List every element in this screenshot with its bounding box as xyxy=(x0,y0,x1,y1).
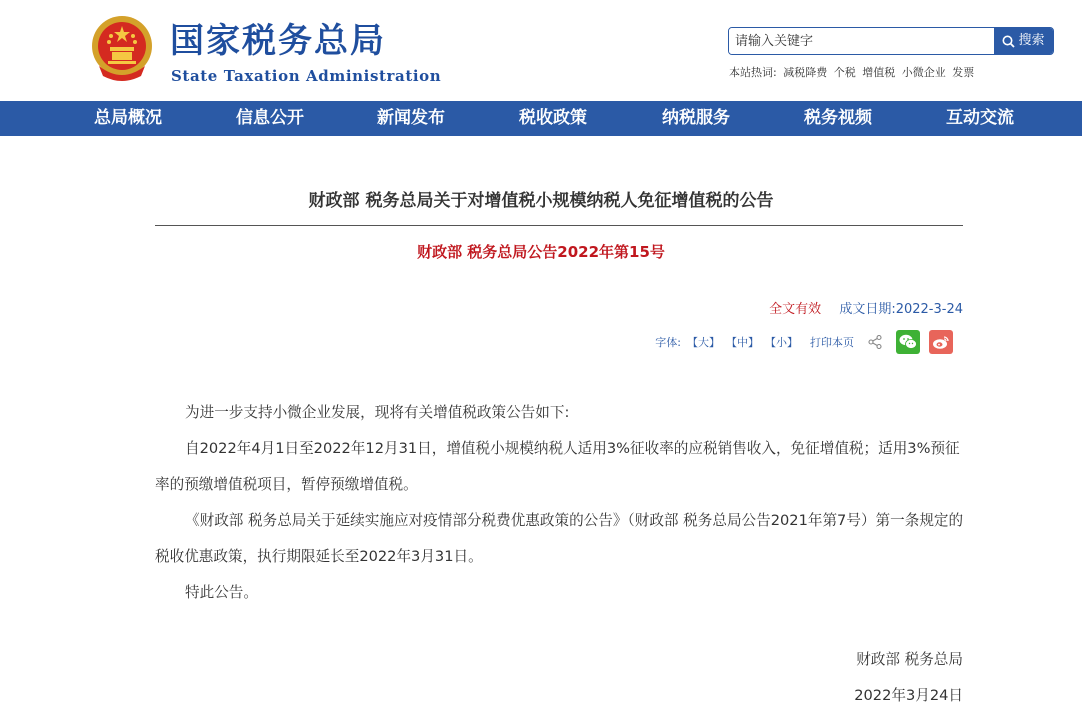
site-header xyxy=(0,0,1082,101)
font-small-button[interactable]: 【小】 xyxy=(765,336,798,349)
article-meta xyxy=(769,298,963,317)
search-icon xyxy=(1002,35,1015,48)
weibo-icon xyxy=(932,334,950,350)
hot-word-link[interactable]: 增值税 xyxy=(862,66,896,79)
article-paragraph: 为进一步支持小微企业发展，现将有关增值税政策公告如下: xyxy=(185,404,570,421)
weibo-share-button[interactable] xyxy=(929,330,953,354)
search-input[interactable] xyxy=(729,28,995,54)
nav-item-interaction[interactable]: 互动交流 xyxy=(946,108,1014,128)
search-box xyxy=(728,27,1054,55)
hot-word-link[interactable]: 发票 xyxy=(952,66,975,79)
nav-item-tax-policy[interactable]: 税收政策 xyxy=(519,108,587,128)
article-body xyxy=(155,395,965,611)
article-tools xyxy=(655,329,953,355)
signatory: 财政部 税务总局 xyxy=(856,651,963,668)
article-paragraph: 特此公告。 xyxy=(185,584,258,601)
hot-words-label: 本站热词: xyxy=(729,66,777,79)
site-name[interactable]: 国家税务总局 xyxy=(170,21,386,61)
site-name-english: State Taxation Administration xyxy=(171,67,442,85)
nav-item-tax-video[interactable]: 税务视频 xyxy=(804,108,872,128)
nav-item-info-disclosure[interactable]: 信息公开 xyxy=(236,108,304,128)
wechat-share-button[interactable] xyxy=(896,330,920,354)
document-number: 财政部 税务总局公告2022年第15号 xyxy=(417,243,665,261)
issue-date: 成文日期:2022-3-24 xyxy=(839,302,963,317)
article-title: 财政部 税务总局关于对增值税小规模纳税人免征增值税的公告 xyxy=(308,191,774,211)
hot-word-link[interactable]: 个税 xyxy=(833,66,856,79)
nav-item-taxpayer-service[interactable]: 纳税服务 xyxy=(662,108,730,128)
national-emblem-icon[interactable] xyxy=(89,14,155,84)
title-divider xyxy=(155,225,963,226)
sign-date: 2022年3月24日 xyxy=(854,687,963,704)
wechat-icon xyxy=(899,334,917,350)
share-icon[interactable] xyxy=(868,335,882,349)
hot-word-link[interactable]: 减税降费 xyxy=(783,66,828,79)
font-medium-button[interactable]: 【中】 xyxy=(726,336,759,349)
nav-item-overview[interactable]: 总局概况 xyxy=(94,108,162,128)
search-button-label: 搜索 xyxy=(1018,33,1045,48)
search-button[interactable] xyxy=(994,28,1053,54)
font-size-label: 字体: xyxy=(655,336,681,349)
article-paragraph: 自2022年4月1日至2022年12月31日，增值税小规模纳税人适用3%征收率的应税销售收入，免征增值税；适用3%预征率的预缴增值税项目，暂停预缴增值税。 xyxy=(155,440,960,493)
hot-word-link[interactable]: 小微企业 xyxy=(901,66,946,79)
article-paragraph: 《财政部 税务总局关于延续实施应对疫情部分税费优惠政策的公告》（财政部 税务总局公告2021年第7号）第一条规定的税收优惠政策，执行期限延长至2022年3月31日。 xyxy=(155,512,964,565)
nav-item-news[interactable]: 新闻发布 xyxy=(377,108,445,128)
validity-status: 全文有效 xyxy=(769,302,822,317)
font-large-button[interactable]: 【大】 xyxy=(687,336,720,349)
hot-words xyxy=(729,64,977,80)
print-button[interactable]: 打印本页 xyxy=(810,336,854,349)
main-nav xyxy=(0,101,1082,136)
